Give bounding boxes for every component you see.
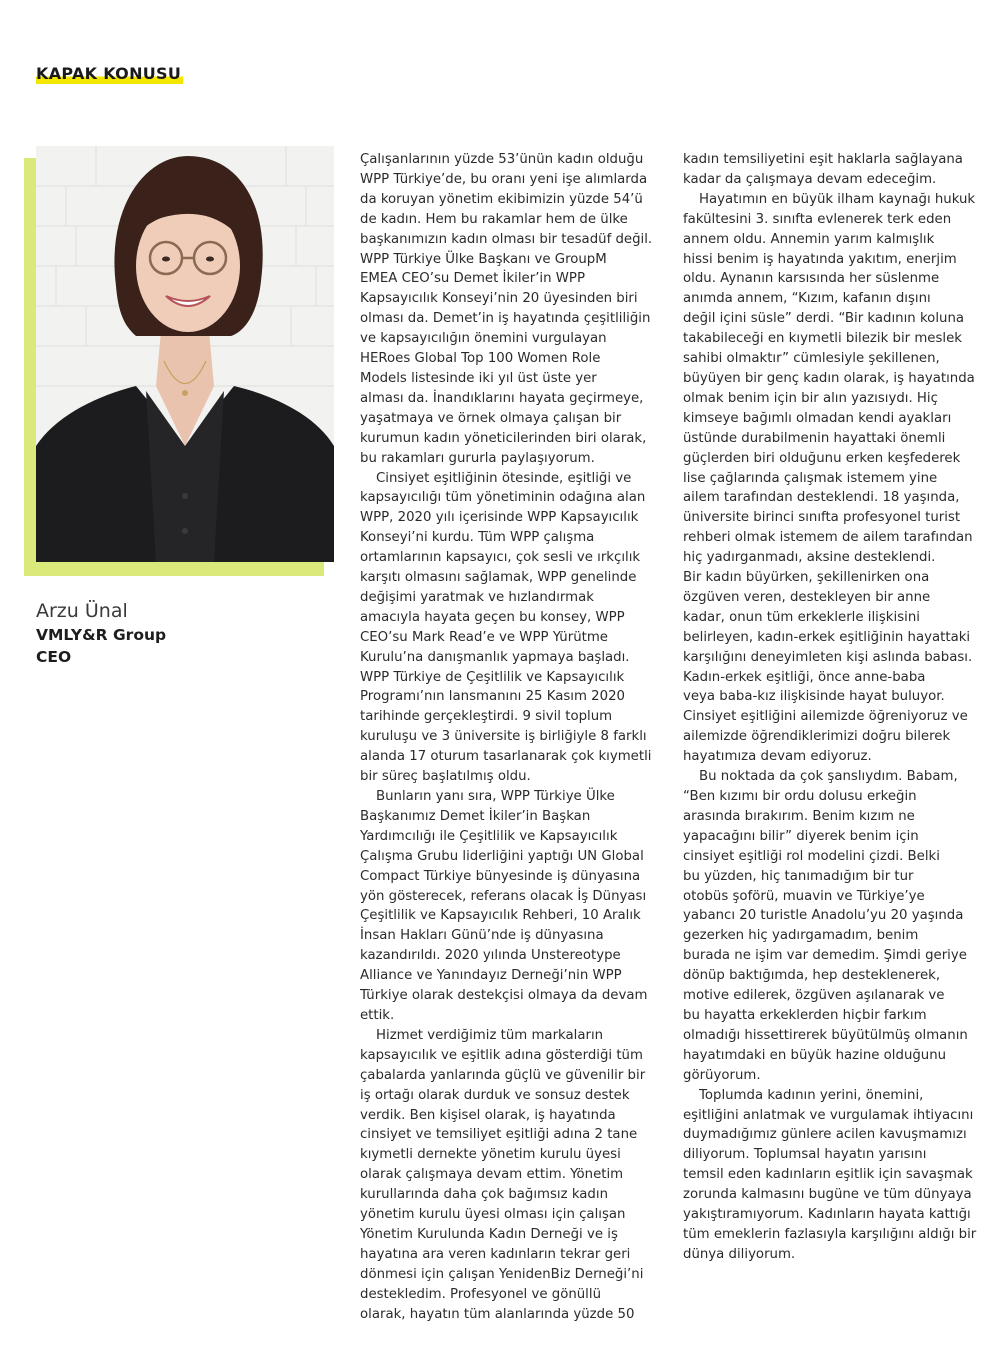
article-line: cinsiyet ve temsiliyet eşitliği adına 2 tane <box>360 1127 638 1143</box>
article-line: yakıştıramıyorum. Kadınların hayata kattığı <box>683 1207 971 1223</box>
article-line: HERoes Global Top 100 Women Role <box>360 351 601 367</box>
article-line: kurumun kadın yöneticilerinden biri olarak, <box>360 430 647 446</box>
article-line: Konseyi’ni kurdu. Tüm WPP çalışma <box>360 530 595 546</box>
article-line: Çeşitlilik ve Kapsayıcılık Rehberi, 10 Aralık <box>360 908 641 924</box>
article-line: Bir kadın büyürken, şekillenirken ona <box>683 570 930 586</box>
article-line: belirleyen, kadın-erkek eşitliğinin hayattaki <box>683 629 971 645</box>
article-line: WPP, 2020 yılı içerisinde WPP Kapsayıcılık <box>360 510 639 526</box>
article-line: fakültesini 3. sınıfta evlenerek terk eden <box>683 211 952 227</box>
article-line: kadın temsiliyetini eşit haklarla sağlayana <box>683 152 963 167</box>
article-line: kapsayıcılığı tüm yönetiminin odağına alan <box>360 490 646 506</box>
article-line: hiç yadırganmadı, aksine desteklendi. <box>683 550 936 566</box>
article-line: güçlerden biri olduğunu erken keşfederek <box>683 450 961 466</box>
article-line: CEO’su Mark Read’e ve WPP Yürütme <box>360 629 608 645</box>
article-line: hissi benim iş hayatında yakıtım, enerjim <box>683 251 957 267</box>
article-line: Alliance ve Yanındayız Derneği’nin WPP <box>360 968 622 984</box>
article-line: annem oldu. Annemin yarım kalmışlık <box>683 231 935 247</box>
article-line: büyüyen bir genç kadın olarak, iş hayatında <box>683 370 975 386</box>
article-line: üniversite birinci sınıfta profesyonel turist <box>683 510 961 526</box>
article-line: EMEA CEO’su Demet İkiler’in WPP <box>360 271 585 287</box>
section-label: KAPAK KONUSU <box>36 64 182 83</box>
article-line: değişimi yaratmak ve hızlandırmak <box>360 589 594 605</box>
article-line: Çalışanlarının yüzde 53’ünün kadın olduğu <box>360 152 644 167</box>
article-line: alması da. İnandıklarını hayata geçirmeye, <box>360 390 644 406</box>
article-line: karşılığını deneyimleten kişi aslında babası. <box>683 649 973 665</box>
article-line: Yardımcılığı ile Çeşitlilik ve Kapsayıcılık <box>360 828 618 844</box>
article-line: cinsiyet eşitliği rol modelini çizdi. Belki <box>683 848 940 864</box>
article-line: İnsan Hakları Günü’nde iş dünyasına <box>360 928 604 944</box>
article-line: kıymetli dernekte yönetim kurulu üyesi <box>360 1147 621 1163</box>
article-line: Kadın-erkek eşitliği, önce anne-baba <box>683 669 926 685</box>
article-line: Hayatımın en büyük ilham kaynağı hukuk <box>699 191 976 207</box>
article-line: otobüs şoförü, muavin ve Türkiye’ye <box>683 888 925 904</box>
article-line: ailem tarafından desteklendi. 18 yaşında, <box>683 490 960 506</box>
article-line: dönmesi için çalışan YenidenBiz Derneği’ni <box>360 1266 644 1282</box>
article-line: özgüven veren, destekleyen bir anne <box>683 589 931 605</box>
article-line: bu rakamları gururla paylaşıyorum. <box>360 450 595 466</box>
article-line: Models listesinde iki yıl üst üste yer <box>360 370 597 386</box>
article-column-1 <box>360 150 660 1324</box>
article-line: lise çağlarında çalışmak istemem yine <box>683 470 938 486</box>
article-line: burada ne işim var demedim. Şimdi geriye <box>683 948 967 964</box>
article-line: Türkiye olarak destekçisi olmaya da devam <box>360 988 648 1004</box>
article-line: Kapsayıcılık Konseyi’nin 20 üyesinden biri <box>360 291 638 307</box>
article-line: iş ortağı olarak durduk ve sonsuz destek <box>360 1087 630 1103</box>
article-line: dönüp baktığımda, hep desteklenerek, <box>683 968 941 984</box>
article-line: yön gösterecek, referans olacak İş Dünyası <box>360 888 647 904</box>
article-line: tarihinde gerçekleştirdi. 9 sivil toplum <box>360 709 613 725</box>
article-line: Compact Türkiye bünyesinde iş dünyasına <box>360 868 641 884</box>
article-line: kadar, onun tüm erkeklerle ilişkisini <box>683 609 920 625</box>
article-line: Başkanımız Demet İkiler’in Başkan <box>360 808 591 824</box>
article-line: Cinsiyet eşitliğinin ötesinde, eşitliği ve <box>376 470 632 486</box>
article-line: arasında bırakırım. Benim kızım ne <box>683 808 915 824</box>
person-name: Arzu Ünal <box>36 600 128 622</box>
article-line: kazandırıldı. 2020 yılında Unstereotype <box>360 948 621 964</box>
article-line: WPP Türkiye’de, bu oranı yeni işe alımlarda <box>360 171 648 187</box>
article-line: hayatımdaki en büyük hazine olduğunu <box>683 1047 947 1063</box>
article-line: kadar da çalışmaya devam edeceğim. <box>683 171 937 187</box>
article-line: bu hayatta erkeklerden hiçbir farkım <box>683 1007 927 1023</box>
article-line: Hizmet verdiğimiz tüm markaların <box>376 1027 604 1043</box>
article-line: verdik. Ben kişisel olarak, iş hayatında <box>360 1107 616 1123</box>
article-line: çabalarda yanlarında güçlü ve güvenilir bir <box>360 1067 646 1083</box>
article-line: yaşatmaya ve örnek olmaya çalışan bir <box>360 410 622 426</box>
article-line: ve kapsayıcılığın önemini vurgulayan <box>360 331 607 347</box>
article-line: bir süreç başlatılmış oldu. <box>360 769 531 785</box>
article-line: Toplumda kadının yerini, önemini, <box>699 1087 924 1103</box>
article-line: başkanımızın kadın olması bir tesadüf değil. <box>360 231 653 247</box>
article-line: ailemizde öğrendiklerimizi doğru bilerek <box>683 729 951 745</box>
article-line: hayatına ara veren kadınların tekrar geri <box>360 1246 631 1262</box>
article-line: ettik. <box>360 1007 395 1023</box>
article-line: destekledim. Profesyonel ve gönüllü <box>360 1286 601 1302</box>
article-line: kapsayıcılık ve eşitlik adına gösterdiği tüm <box>360 1047 643 1063</box>
article-line: ortamlarının kapsayıcı, çok sesli ve ırkçılık <box>360 550 641 566</box>
person-role: CEO <box>36 648 72 666</box>
article-line: veya baba-kız ilişkisinde hayat buluyor. <box>683 689 945 705</box>
article-line: dünya diliyorum. <box>683 1246 796 1262</box>
article-line: Çalışma Grubu liderliğini yaptığı UN Global <box>360 848 644 864</box>
article-line: kimseye bağımlı olmadan kendi ayakları <box>683 410 952 426</box>
article-line: olarak, hayatın tüm alanlarında yüzde 50 <box>360 1306 635 1322</box>
article-line: rehberi olmak istemem de ailem tarafından <box>683 530 973 546</box>
article-line: kuruluşu ve 3 üniversite iş birliğiyle 8 farklı <box>360 729 647 745</box>
article-line: eşitliğini anlatmak ve vurgulamak ihtiyacını <box>683 1107 974 1123</box>
article-line: Kurulu’na danışmanlık yapmaya başladı. <box>360 649 630 665</box>
article-line: değil içini süsle” derdi. “Bir kadının koluna <box>683 311 965 327</box>
article-line: olmadığı hissettirerek büyütülmüş olmanın <box>683 1027 968 1043</box>
photo-caption <box>36 600 166 666</box>
portrait-illustration <box>36 146 334 562</box>
article-line: görüyorum. <box>683 1067 761 1083</box>
article-line: zorunda kalmasını bugüne ve tüm dünyaya <box>683 1187 972 1203</box>
article-line: takabileceği en kıymetli bilezik bir meslek <box>683 331 962 347</box>
article-line: motive edilerek, özgüven aşılanarak ve <box>683 988 945 1004</box>
article-line: yapacağını bilir” diyerek benim için <box>683 828 919 844</box>
article-line: temsil eden kadınların eşitlik için savaşmak <box>683 1167 973 1183</box>
article-line: Yönetim Kurulunda Kadın Derneği ve iş <box>360 1226 618 1242</box>
article-line: bu yüzden, hiç tanımadığım bir tur <box>683 868 914 884</box>
article-line: kurullarında daha çok bağımsız kadın <box>360 1187 608 1203</box>
article-line: duymadığımız günlere acilen kavuşmamızı <box>683 1127 967 1143</box>
article-line: WPP Türkiye de Çeşitlilik ve Kapsayıcılık <box>360 669 625 685</box>
article-line: yönetim kurulu üyesi olması için çalışan <box>360 1207 626 1223</box>
article-line: Cinsiyet eşitliğini ailemizde öğreniyoruz ve <box>683 709 968 725</box>
article-line: da koruyan yönetim ekibimizin yüzde 54’ü <box>360 191 643 207</box>
article-line: olarak çalışmaya devam ettim. Yönetim <box>360 1167 624 1183</box>
article-line: oldu. Aynanın karsısında her süslenme <box>683 271 940 287</box>
article-line: Bu noktada da çok şanslıydım. Babam, <box>699 769 958 785</box>
article-line: üstünde durabilmenin hayattaki önemli <box>683 430 946 446</box>
article-line: tüm emeklerin fazlasıyla karşılığını aldığı bir <box>683 1226 977 1242</box>
portrait-photo <box>36 146 334 562</box>
article-line: olması da. Demet’in iş hayatında çeşitliliğin <box>360 311 651 327</box>
article-line: hayatımıza devam ediyoruz. <box>683 749 872 765</box>
article-line: sahibi olmaktır” cümlesiyle şekillenen, <box>683 351 940 367</box>
article-line: amacıyla hayata geçen bu konsey, WPP <box>360 609 625 625</box>
article-line: karşıtı olmasını sağlamak, WPP genelinde <box>360 570 637 586</box>
article-line: WPP Türkiye Ülke Başkanı ve GroupM <box>360 251 607 267</box>
article-line: “Ben kızımı bir ordu dolusu erkeğin <box>683 789 917 804</box>
article-line: yabancı 20 turistle Anadolu’yu 20 yaşında <box>683 908 964 924</box>
article-line: diliyorum. Toplumsal hayatın yarısını <box>683 1147 927 1163</box>
person-company: VMLY&R Group <box>36 626 167 644</box>
article-line: olmak benim için bir alın yazısıydı. Hiç <box>683 390 938 406</box>
article-line: gezerken hiç yadırgamadım, benim <box>683 928 919 944</box>
article-line: Bunların yanı sıra, WPP Türkiye Ülke <box>376 789 615 804</box>
article-line: Programı’nın lansmanını 25 Kasım 2020 <box>360 689 625 705</box>
article-line: alanda 17 oturum tasarlanarak çok kıymetli <box>360 749 652 765</box>
article-line: de kadın. Hem bu rakamlar hem de ülke <box>360 211 628 227</box>
article-line: anımda annem, “Kızım, kafanın dışını <box>683 291 931 307</box>
article-column-2 <box>683 150 983 1265</box>
